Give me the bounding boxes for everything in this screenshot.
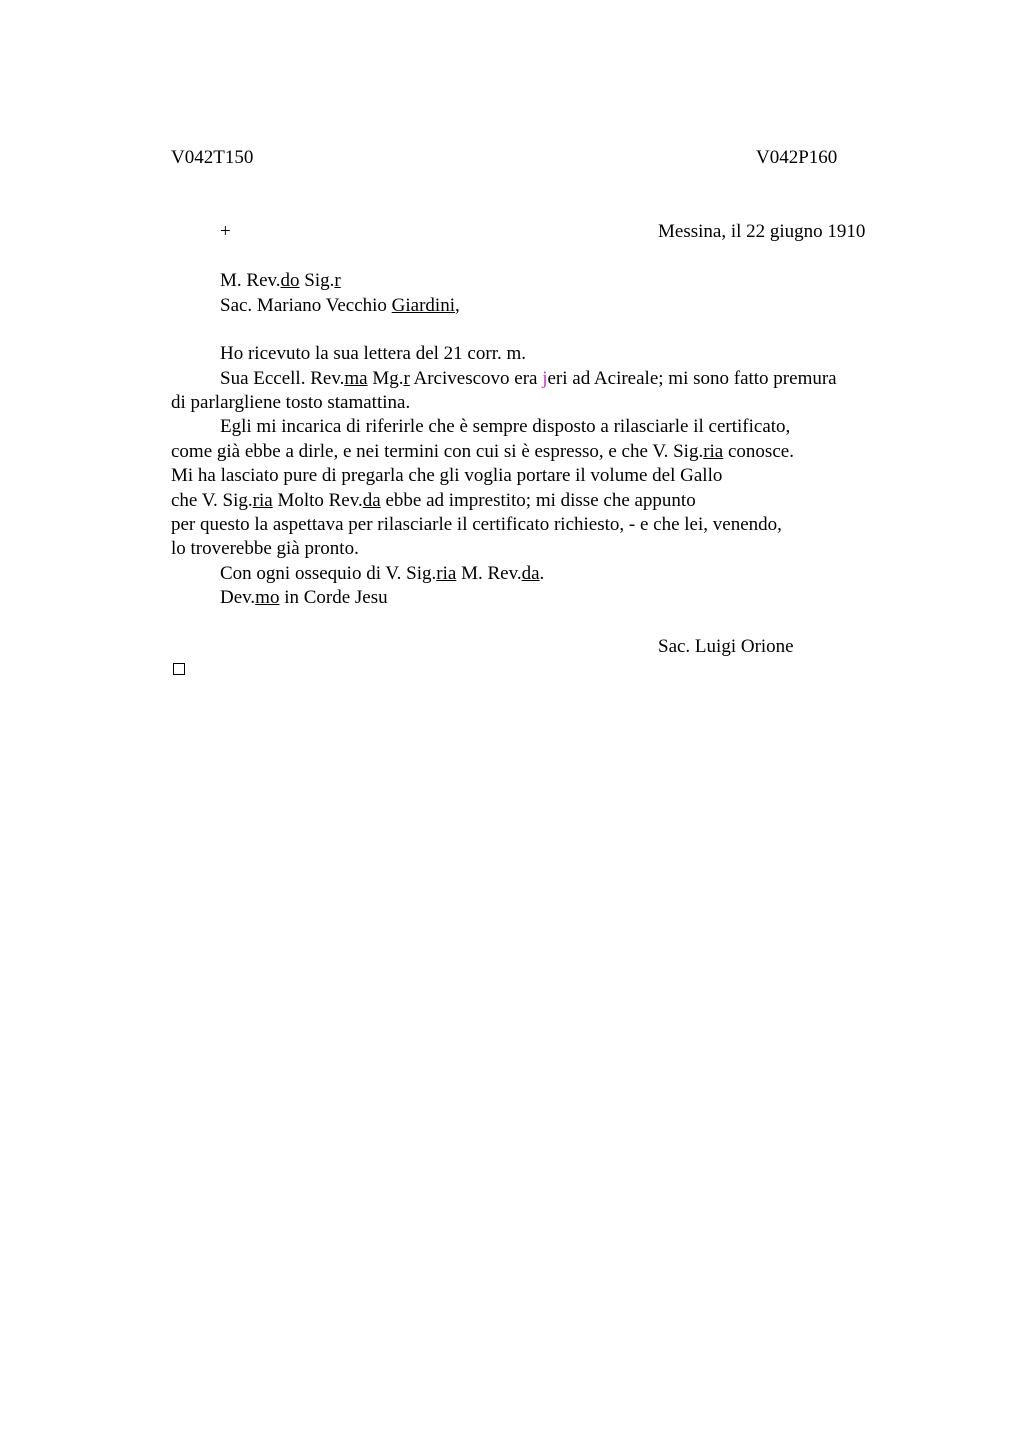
paragraph-2-line-2: di parlargliene tosto stamattina.	[171, 392, 411, 413]
paragraph-2-line-1	[220, 367, 837, 391]
paragraph-3-line-2	[171, 440, 794, 464]
text: in Corde Jesu	[279, 587, 388, 608]
place-date: Messina, il 22 giugno 1910	[658, 221, 866, 242]
paragraph-3-line-3: Mi ha lasciato pure di pregarla che gli voglia portare il volume del Gallo	[171, 465, 723, 486]
abbrev-superscript: mo	[255, 587, 280, 608]
abbrev-superscript: da	[362, 490, 381, 511]
abbrev-superscript: ria	[703, 441, 724, 462]
text: eri ad Acireale; mi sono fatto premura	[547, 368, 837, 389]
text: Sua Eccell. Rev.	[220, 368, 345, 389]
abbrev-superscript: ria	[436, 563, 457, 584]
paragraph-3-line-6: lo troverebbe già pronto.	[171, 538, 359, 559]
text: .	[539, 563, 545, 584]
end-marker-box-icon	[173, 663, 185, 675]
text: conosce.	[723, 441, 794, 462]
header-right-code: V042P160	[756, 147, 838, 168]
cross-symbol: +	[220, 221, 231, 242]
salutation-line-1	[220, 269, 341, 293]
text: M. Rev.	[456, 563, 522, 584]
text: Arcivescovo era	[409, 368, 543, 389]
text: ebbe ad imprestito; mi disse che appunto	[380, 490, 696, 511]
place-name: Giardini	[391, 295, 455, 316]
text: M. Rev.	[220, 270, 281, 291]
abbrev-superscript: da	[521, 563, 540, 584]
paragraph-3-line-4	[171, 489, 696, 513]
salutation-line-2	[220, 294, 460, 318]
closing-line-1	[220, 562, 544, 586]
abbrev-superscript: ma	[344, 368, 368, 389]
abbrev-superscript: do	[280, 270, 300, 291]
text: Con ogni ossequio di V. Sig.	[220, 563, 437, 584]
text: ,	[454, 295, 460, 316]
header-left-code: V042T150	[171, 147, 254, 168]
highlighted-letter: j	[542, 368, 548, 389]
text: Sig.	[299, 270, 335, 291]
paragraph-1: Ho ricevuto la sua lettera del 21 corr. m.	[220, 343, 527, 364]
text: Dev.	[220, 587, 256, 608]
text: come già ebbe a dirle, e nei termini con cui si è espresso, e che V. Sig.	[171, 441, 704, 462]
text: Mg.	[367, 368, 404, 389]
signature: Sac. Luigi Orione	[658, 636, 794, 657]
abbrev-superscript: r	[403, 368, 410, 389]
text: Sac. Mariano Vecchio	[220, 295, 392, 316]
paragraph-3-line-5: per questo la aspettava per rilasciarle il certificato richiesto, - e che lei, venendo,	[171, 514, 782, 535]
text: che V. Sig.	[171, 490, 253, 511]
closing-line-2	[220, 586, 388, 610]
text: Molto Rev.	[272, 490, 363, 511]
abbrev-superscript: ria	[252, 490, 273, 511]
paragraph-3-line-1: Egli mi incarica di riferirle che è sempre disposto a rilasciarle il certificato,	[220, 416, 791, 437]
abbrev-superscript: r	[334, 270, 341, 291]
